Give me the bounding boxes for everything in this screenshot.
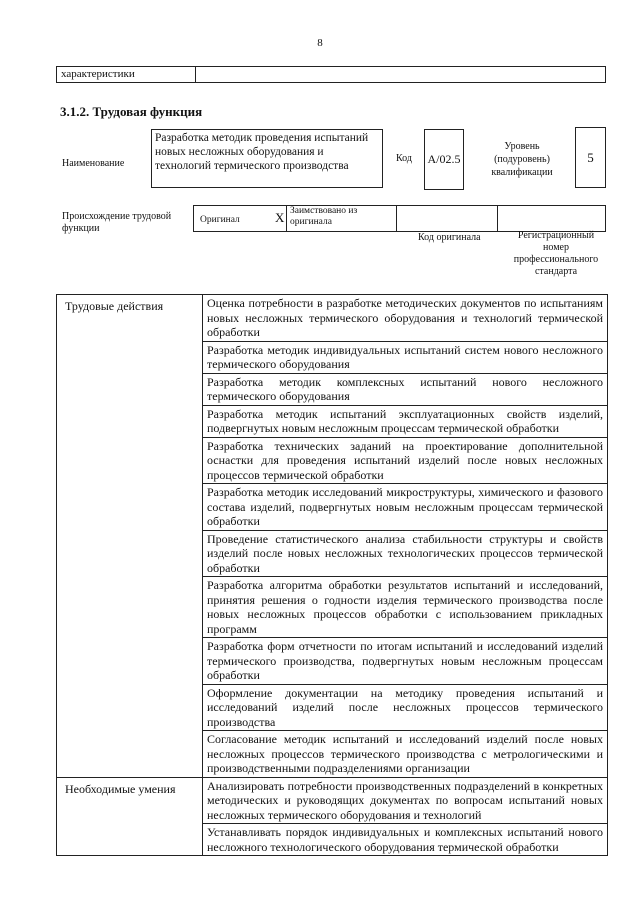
labor-action-text: Проведение статистического анализа стабильности структуры и свойств изделий после новых несложных технологических процессов термической обработки [203, 530, 608, 577]
name-label: Наименование [62, 158, 125, 169]
code-original-cell [397, 206, 498, 231]
page-number: 8 [317, 37, 323, 49]
labor-action-text: Разработка методик испытаний эксплуатационных свойств изделий, подвергнутых новым несложным процессам термической обработки [203, 405, 608, 437]
labor-action-text: Разработка форм отчетности по итогам испытаний и исследований изделий термического производства, подвергнутых новым несложным процессам обработки [203, 638, 608, 685]
qualification-level-value: 5 [575, 127, 606, 188]
required-skill-text: Анализировать потребности производственных подразделений в конкретных методических и руководящих документах по вопросам испытаний новых несложных термического оборудования и технологий [203, 777, 608, 824]
original-mark: X [275, 210, 285, 225]
previous-row-empty-cell [196, 67, 605, 82]
borrowed-label: Заимствовано из оригинала [287, 206, 397, 231]
labor-action-text: Оценка потребности в разработке методических документов по испытаниям новых несложных термического оборудования и технологий термической обработки [203, 295, 608, 342]
required-skill-category-label: Необходимые умения [57, 777, 203, 856]
previous-table-row [56, 66, 606, 83]
required-skill-text: Устанавливать порядок индивидуальных и комплексных испытаний нового несложного технологического оборудования термической обработки [203, 824, 608, 856]
reg-number-cell [498, 206, 605, 231]
function-code-value: A/02.5 [424, 129, 464, 190]
labor-action-text: Разработка методик исследований микроструктуры, химического и фазового состава изделий, подвергнутых новым несложным процессам термической обработки [203, 484, 608, 531]
previous-row-label: характеристики [57, 67, 196, 82]
table-row [57, 295, 608, 342]
reg-number-label: Регистрационный номер профессионального стандарта [513, 230, 599, 277]
labor-action-text: Разработка алгоритма обработки результатов испытаний и исследований, принятия решения о годности изделия термического производства после новых несложных процессов обработки с использованием прикладных программ [203, 577, 608, 638]
labor-action-text: Разработка технических заданий на проектирование дополнительной оснастки для проведения испытаний изделий после новых несложных процессов термической обработки [203, 437, 608, 484]
original-label: Оригинал [200, 215, 240, 225]
table-row [57, 777, 608, 824]
section-title: 3.1.2. Трудовая функция [60, 104, 203, 119]
qualification-level-label: Уровень (подуровень) квалификации [491, 141, 553, 178]
origin-original-cell [194, 206, 287, 231]
function-name-value: Разработка методик проведения испытаний новых несложных оборудования и технологий термического производства [151, 129, 383, 188]
labor-action-text: Разработка методик комплексных испытаний нового несложного термического оборудования [203, 373, 608, 405]
code-label: Код [396, 153, 412, 164]
labor-action-text: Согласование методик испытаний и исследований изделий после новых несложных процессов термического производства с метрологическими и производственными подразделениями организации [203, 731, 608, 778]
origin-label: Происхождение трудовой функции [62, 211, 172, 234]
labor-action-category-label: Трудовые действия [57, 295, 203, 778]
origin-table [193, 205, 606, 232]
labor-action-text: Разработка методик индивидуальных испытаний систем нового несложного термического оборудования [203, 341, 608, 373]
labor-function-table [56, 294, 608, 856]
labor-action-text: Оформление документации на методику проведения испытаний и исследований изделий после несложных процессов термического производства [203, 684, 608, 731]
code-original-label: Код оригинала [418, 232, 481, 243]
